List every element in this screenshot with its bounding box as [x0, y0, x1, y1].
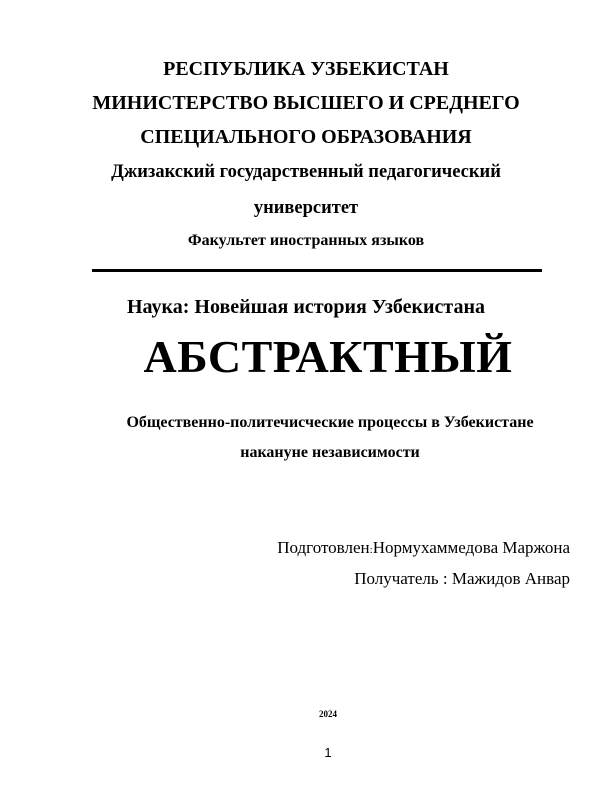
- recipient-name: Мажидов Анвар: [451, 569, 570, 588]
- recipient: [354, 569, 570, 589]
- header-university-line2: университет: [253, 198, 359, 218]
- recipient-separator: :: [438, 569, 452, 588]
- subject-line: Наука: Новейшая история Узбекистана: [126, 296, 486, 318]
- horizontal-divider: [92, 269, 542, 272]
- header-ministry-line2: СПЕЦИАЛЬНОГО ОБРАЗОВАНИЯ: [140, 126, 472, 148]
- header-university-line1: Джизакский государственный педагогический: [111, 162, 501, 182]
- header-faculty: Факультет иностранных языков: [187, 232, 425, 249]
- topic-line2: накануне независимости: [240, 444, 420, 461]
- prepared-separator: :: [369, 544, 373, 556]
- prepared-name: Нормухаммедова Маржона: [372, 538, 570, 557]
- recipient-label: Получатель: [354, 569, 439, 588]
- header-ministry-line1: МИНИСТЕРСТВО ВЫСШЕГО И СРЕДНЕГО: [92, 92, 520, 114]
- prepared-by: [277, 538, 570, 558]
- year: 2024: [319, 709, 337, 719]
- header-country: РЕСПУБЛИКА УЗБЕКИСТАН: [163, 58, 449, 80]
- document-title: АБСТРАКТНЫЙ: [143, 331, 513, 382]
- page-number: 1: [324, 745, 332, 760]
- prepared-label: Подготовлен: [277, 538, 370, 557]
- topic-line1: Общественно-политечисческие процессы в Узбекистане: [126, 414, 534, 431]
